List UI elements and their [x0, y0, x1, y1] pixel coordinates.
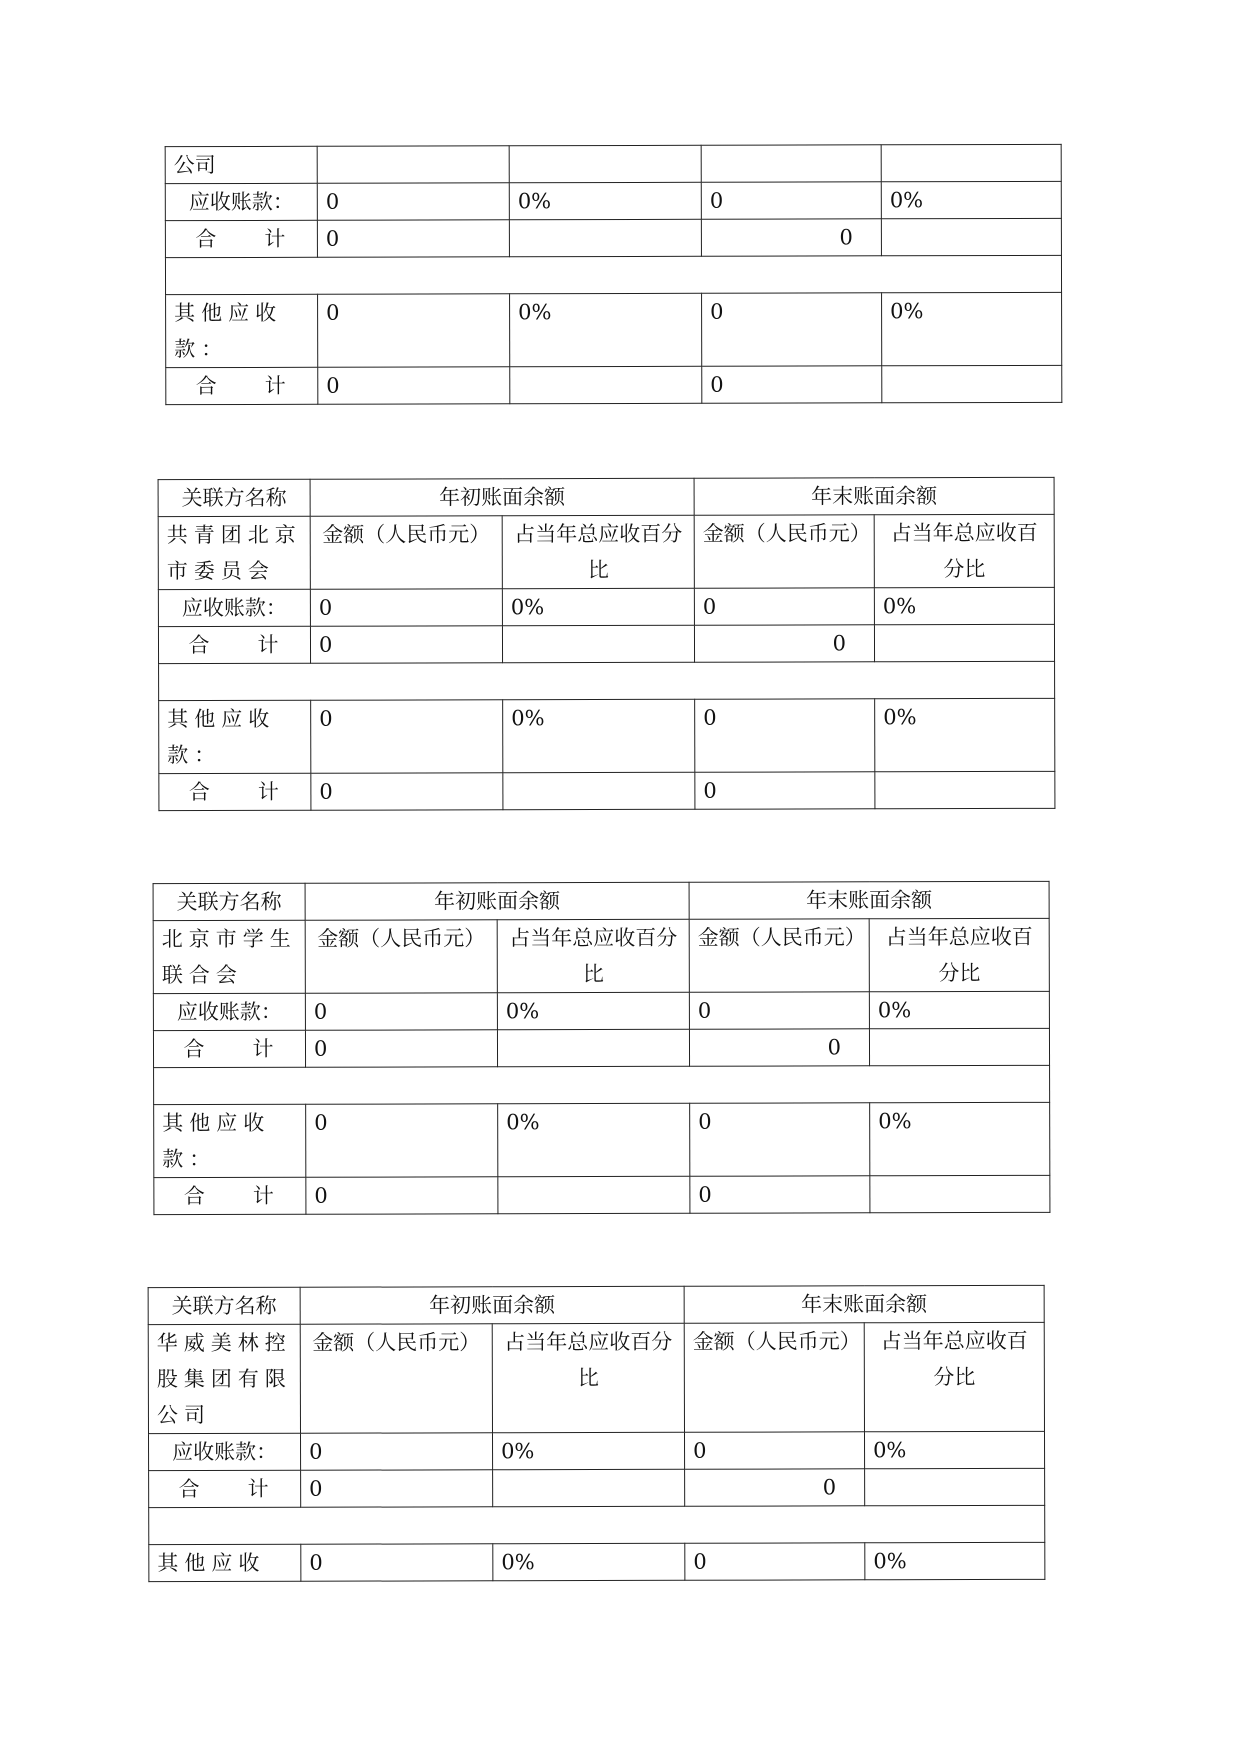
end-amount: 0: [702, 366, 882, 403]
end-percent: 0%: [881, 181, 1061, 218]
table-header-row: [153, 881, 1049, 920]
begin-amount: 0: [305, 993, 497, 1031]
receivables-table-3: [148, 1285, 1046, 1582]
col-amount: 金额（人民币元）: [305, 920, 497, 994]
header-begin-balance: 年初账面余额: [305, 882, 689, 920]
begin-amount: 0: [317, 220, 509, 258]
header-begin-balance: 年初账面余额: [300, 1286, 684, 1324]
begin-amount: 0: [317, 183, 509, 221]
subtotal-label: 合 计: [149, 1470, 301, 1507]
receivables-table-continued: [165, 144, 1063, 405]
end-percent: 0%: [865, 1542, 1045, 1579]
table-row: [165, 218, 1061, 257]
col-percent-end: 占当年总应收百分比: [874, 514, 1054, 587]
spacer-row: [159, 661, 1055, 700]
table-row: [149, 1542, 1045, 1581]
begin-amount: 0: [305, 1030, 497, 1068]
party-name-cell: 北京市学生联合会: [153, 920, 305, 993]
begin-amount: 0: [318, 294, 510, 368]
begin-percent: 0%: [498, 1103, 690, 1177]
row-label: 应收账款：: [165, 183, 317, 220]
row-label: 应收账款：: [153, 993, 305, 1030]
begin-amount: 0: [318, 367, 510, 405]
party-name-cell: 公司: [165, 146, 317, 183]
row-label: 其他应收: [149, 1544, 301, 1581]
table-row: [165, 181, 1061, 220]
row-label: 应收账款：: [158, 589, 310, 626]
begin-percent: 0%: [502, 588, 694, 626]
spacer-row: [154, 1065, 1050, 1104]
begin-amount: 0: [301, 1470, 493, 1508]
begin-amount: 0: [306, 1177, 498, 1215]
header-end-balance: 年末账面余额: [684, 1285, 1044, 1323]
header-party-label: 关联方名称: [148, 1287, 300, 1324]
subtotal-label: 合 计: [158, 626, 310, 663]
header-end-balance: 年末账面余额: [689, 881, 1049, 919]
begin-percent: 0%: [492, 1432, 684, 1470]
subtotal-label: 合 计: [165, 220, 317, 257]
end-amount: 0: [684, 1432, 864, 1469]
end-percent: 0%: [874, 587, 1054, 624]
table-row: [166, 292, 1062, 367]
end-amount: 0: [690, 1176, 870, 1213]
table-subheader-row: [153, 918, 1049, 993]
party-name-cell: 华威美林控股集团有限公司: [148, 1324, 300, 1433]
col-percent: 占当年总应收百分比: [502, 515, 694, 589]
begin-amount: 0: [301, 1544, 493, 1582]
begin-percent: 0%: [510, 293, 702, 367]
col-amount-end: 金额（人民币元）: [694, 515, 874, 588]
end-amount: 0: [690, 1103, 870, 1176]
table-subheader-row: [148, 1322, 1044, 1433]
subtotal-label: 合 计: [153, 1030, 305, 1067]
begin-amount: 0: [311, 700, 503, 774]
begin-percent: 0%: [503, 699, 695, 773]
col-amount: 金额（人民币元）: [300, 1324, 492, 1434]
row-label: 其他应收款：: [154, 1104, 306, 1177]
end-amount: 0: [701, 182, 881, 219]
begin-percent: 0%: [493, 1543, 685, 1581]
begin-percent: 0%: [497, 992, 689, 1030]
end-percent: 0%: [882, 292, 1062, 365]
table-row: [154, 1175, 1050, 1214]
end-amount: 0: [685, 1469, 865, 1506]
end-percent: 0%: [864, 1431, 1044, 1468]
row-label: 其他应收款：: [166, 294, 318, 367]
table-subheader-row: [158, 514, 1054, 589]
table-row: [154, 1102, 1050, 1177]
receivables-table-2: [153, 881, 1051, 1215]
table-row: [159, 771, 1055, 810]
end-amount: 0: [694, 588, 874, 625]
table-header-row: [148, 1285, 1044, 1324]
begin-percent: 0%: [509, 182, 701, 220]
begin-amount: 0: [310, 626, 502, 664]
begin-amount: 0: [306, 1104, 498, 1178]
end-amount: 0: [695, 699, 875, 772]
header-end-balance: 年末账面余额: [694, 477, 1054, 515]
end-percent: 0%: [869, 991, 1049, 1028]
table-header-row: [158, 477, 1054, 516]
begin-amount: 0: [300, 1433, 492, 1471]
table-row: [153, 991, 1049, 1030]
header-begin-balance: 年初账面余额: [310, 478, 694, 516]
end-amount: 0: [702, 293, 882, 366]
subtotal-label: 合 计: [166, 367, 318, 404]
end-percent: 0%: [870, 1102, 1050, 1175]
row-label: 其他应收款：: [159, 700, 311, 773]
subtotal-label: 合 计: [159, 773, 311, 810]
subtotal-label: 合 计: [154, 1177, 306, 1214]
party-name-cell: 共青团北京市委员会: [158, 516, 310, 589]
begin-amount: 0: [311, 773, 503, 811]
end-amount: 0: [689, 1029, 869, 1066]
receivables-table-1: [158, 477, 1056, 811]
end-amount: 0: [695, 772, 875, 809]
table-row: [158, 624, 1054, 663]
end-amount: 0: [685, 1543, 865, 1580]
table-row: [148, 1431, 1044, 1470]
begin-amount: 0: [310, 589, 502, 627]
header-party-label: 关联方名称: [153, 883, 305, 920]
col-amount: 金额（人民币元）: [310, 516, 502, 590]
table-row: [153, 1028, 1049, 1067]
col-amount-end: 金额（人民币元）: [689, 919, 869, 992]
col-percent-end: 占当年总应收百分比: [864, 1322, 1044, 1431]
spacer-row: [165, 255, 1061, 294]
table-row: [166, 365, 1062, 404]
end-percent: 0%: [875, 698, 1055, 771]
end-amount: 0: [689, 992, 869, 1029]
col-percent: 占当年总应收百分比: [492, 1323, 684, 1433]
table-row: [149, 1468, 1045, 1507]
col-percent-end: 占当年总应收百分比: [869, 918, 1049, 991]
end-amount: 0: [694, 625, 874, 662]
spacer-row: [149, 1505, 1045, 1544]
col-percent: 占当年总应收百分比: [497, 919, 689, 993]
end-amount: 0: [701, 219, 881, 256]
row-label: 应收账款：: [148, 1433, 300, 1470]
table-row: [158, 587, 1054, 626]
table-row: [165, 144, 1061, 183]
col-amount-end: 金额（人民币元）: [684, 1323, 864, 1432]
table-row: [159, 698, 1055, 773]
header-party-label: 关联方名称: [158, 479, 310, 516]
